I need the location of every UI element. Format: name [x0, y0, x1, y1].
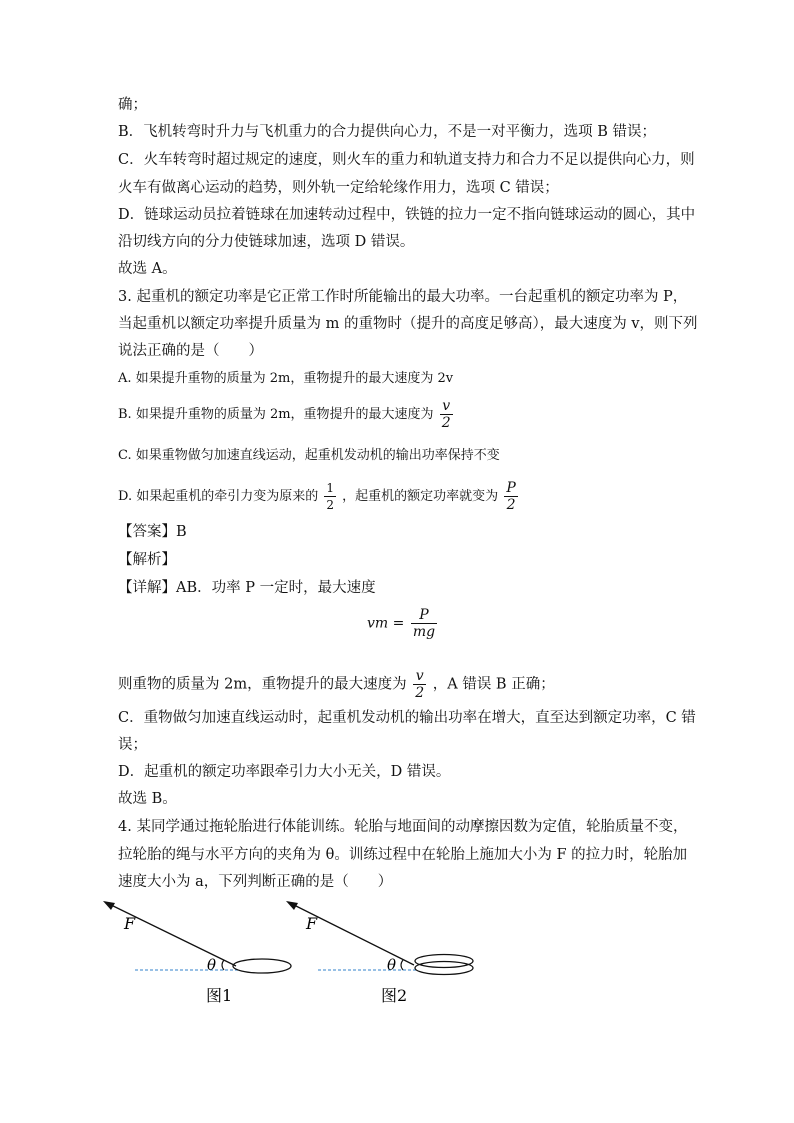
fraction-numerator: v: [442, 398, 451, 414]
option-d-text: D. 如果起重机的牵引力变为原来的: [118, 489, 319, 504]
text-line: B．飞机转弯时升力与飞机重力的合力提供向心力，不是一对平衡力，选项 B 错误；: [118, 124, 657, 140]
text-line: 误；: [118, 737, 147, 753]
text-line: 火车有做离心运动的趋势，则外轨一定给轮缘作用力，选项 C 错误；: [118, 180, 559, 196]
force-label: F: [124, 914, 136, 933]
fraction-denominator: 2: [415, 685, 425, 701]
rope-line: [105, 902, 236, 966]
text-segment: ，A 错误 B 正确；: [432, 676, 555, 693]
tire-icon: [233, 959, 291, 973]
option-a: A. 如果提升重物的质量为 2m，重物提升的最大速度为 2v: [118, 371, 454, 386]
option-b-text: B. 如果提升重物的质量为 2m，重物提升的最大速度为: [118, 407, 434, 422]
text-segment: 则重物的质量为 2m，重物提升的最大速度为: [118, 676, 407, 693]
answer-label: 【答案】B: [118, 524, 187, 540]
angle-arc: [401, 960, 403, 970]
text-line: 确；: [118, 97, 147, 113]
option-c: C. 如果重物做匀加速直线运动，起重机发动机的输出功率保持不变: [118, 448, 500, 463]
fraction-denominator: mg: [412, 624, 436, 640]
option-d-text: ，起重机的额定功率就变为: [342, 489, 499, 504]
fraction-numerator: v: [415, 668, 424, 684]
angle-label: θ: [387, 956, 397, 974]
force-label: F: [306, 914, 318, 933]
fraction-denominator: 2: [441, 415, 451, 431]
angle-label: θ: [207, 956, 217, 974]
question-3-stem: 当起重机以额定功率提升质量为 m 的重物时（提升的高度足够高），最大速度为 v，则下列: [118, 316, 698, 332]
text-line: 故选 B。: [118, 791, 177, 807]
arrow-head-icon: [103, 901, 115, 910]
figure-caption: 图1: [206, 986, 233, 1005]
angle-arc: [222, 960, 224, 970]
figure-1: [103, 901, 291, 1005]
text-line: 故选 A。: [118, 261, 177, 277]
text-line: 沿切线方向的分力使链球加速，选项 D 错误。: [118, 234, 415, 250]
fraction-numerator: P: [419, 607, 429, 623]
text-line: D．链球运动员拉着链球在加速转动过程中，铁链的拉力一定不指向链球运动的圆心，其中: [118, 207, 696, 223]
fraction-denominator: 2: [326, 498, 335, 512]
text-line: C．火车转弯时超过规定的速度，则火车的重力和轨道支持力和合力不足以提供向心力，则: [118, 152, 695, 168]
question-4-stem: 拉轮胎的绳与水平方向的夹角为 θ。训练过程中在轮胎上施加大小为 F 的拉力时，轮胎加: [118, 847, 688, 863]
arrow-head-icon: [286, 901, 298, 910]
detail-text: 【详解】AB．功率 P 一定时，最大速度: [118, 580, 376, 596]
question-4-stem: 速度大小为 a，下列判断正确的是（ ）: [118, 874, 393, 890]
formula-lhs: vm =: [367, 615, 405, 632]
fraction-denominator: 2: [504, 496, 517, 513]
question-4-stem: 4. 某同学通过拖轮胎进行体能训练。轮胎与地面间的动摩擦因数为定值，轮胎质量不变，: [118, 819, 688, 835]
question-3-stem: 3. 起重机的额定功率是它正常工作时所能输出的最大功率。一台起重机的额定功率为 P，: [118, 289, 688, 305]
analysis-label: 【解析】: [118, 552, 176, 568]
fraction-numerator: 1: [326, 481, 335, 495]
text-line: C．重物做匀加速直线运动时，起重机发动机的输出功率在增大，直至达到额定功率，C 错: [118, 710, 696, 726]
fraction-numerator: P: [506, 480, 516, 496]
figure-caption: 图2: [381, 986, 408, 1005]
text-line: D．起重机的额定功率跟牵引力大小无关，D 错误。: [118, 764, 451, 780]
question-3-stem: 说法正确的是（ ）: [118, 343, 263, 359]
figure-2: [286, 901, 473, 1005]
